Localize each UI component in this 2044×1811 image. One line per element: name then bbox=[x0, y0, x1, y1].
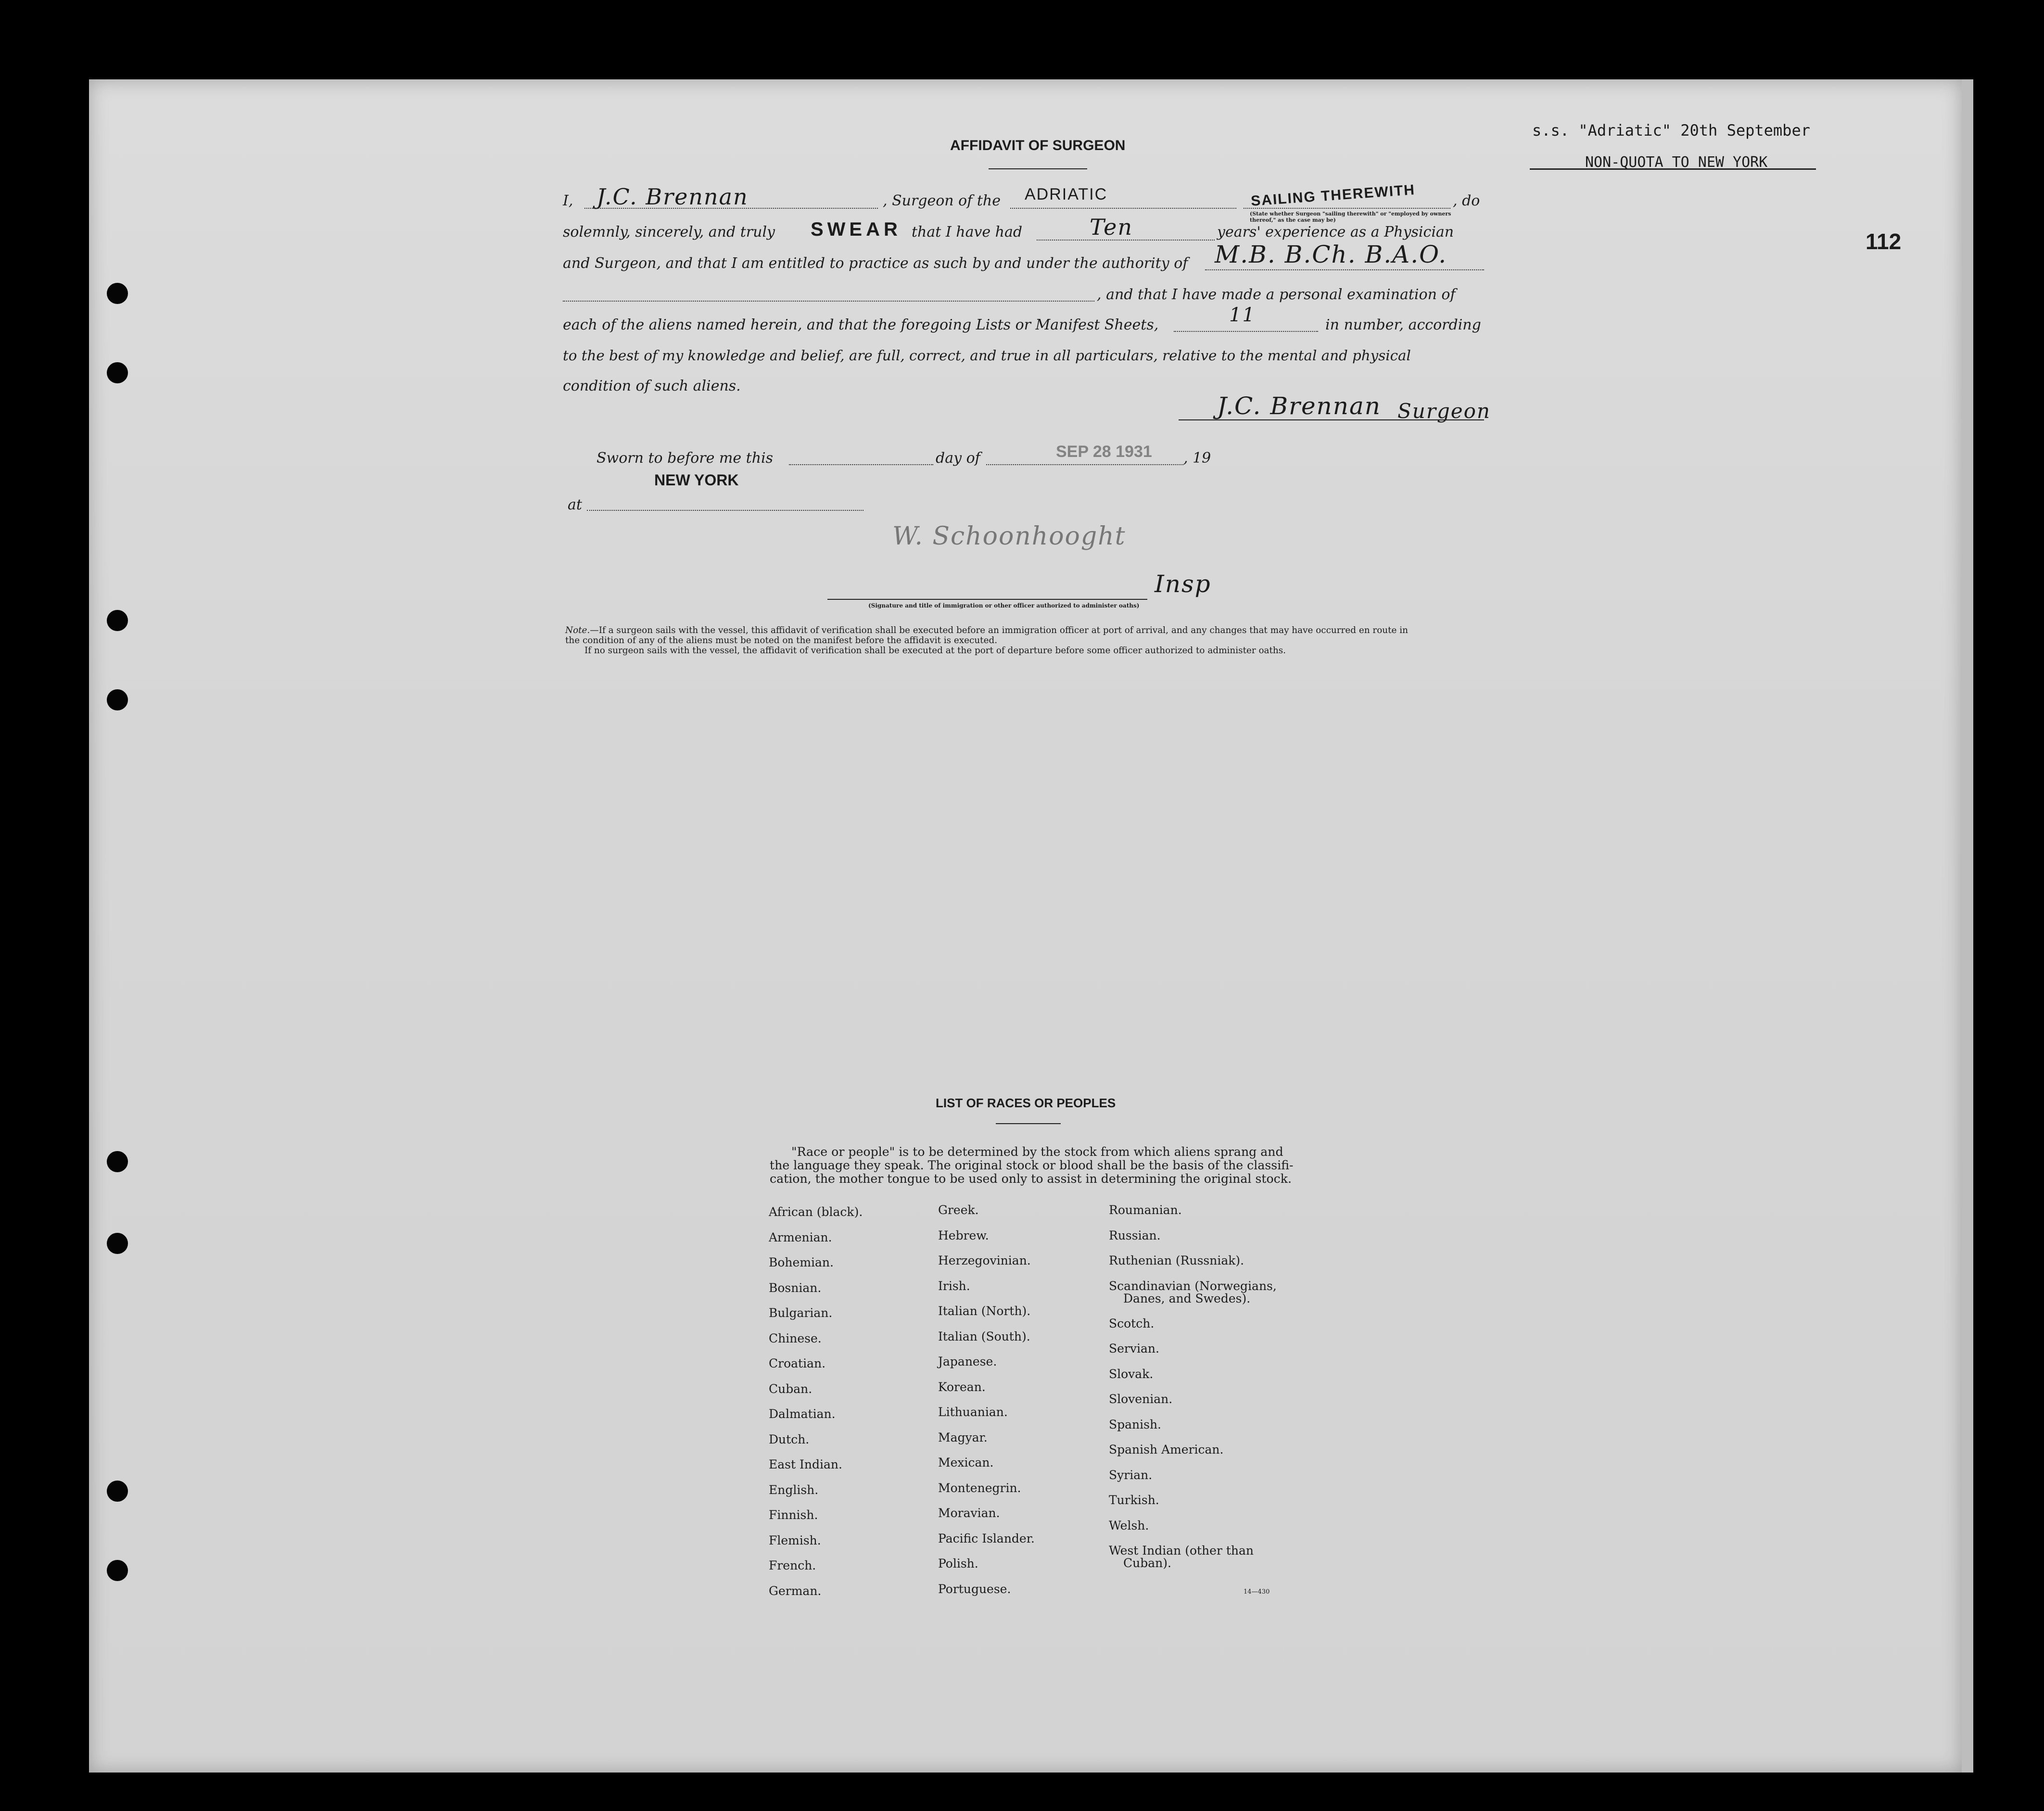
race-item: English. bbox=[769, 1482, 819, 1497]
race-item: French. bbox=[769, 1558, 816, 1572]
surgeon-name-line bbox=[584, 208, 878, 209]
line2-suffix: years' experience as a Physician bbox=[1217, 224, 1454, 241]
race-item: Greek. bbox=[938, 1203, 979, 1217]
line5-suffix: in number, according bbox=[1325, 317, 1481, 333]
race-item: Japanese. bbox=[938, 1355, 997, 1368]
note-line-1 bbox=[565, 625, 1408, 635]
status-note: (State whether Surgeon "sailing therewith" or "employed by owners thereof," as the case may be) bbox=[1250, 211, 1451, 223]
binder-hole bbox=[107, 689, 128, 710]
line2-mid: that I have had bbox=[912, 224, 1023, 241]
race-item: Dalmatian. bbox=[769, 1407, 836, 1421]
sworn-month-line bbox=[986, 464, 1183, 465]
line1-mid: , Surgeon of the bbox=[883, 192, 1001, 209]
quota-line: NON-QUOTA TO NEW YORK bbox=[1585, 154, 1768, 171]
at-label: at bbox=[568, 496, 582, 513]
sheet-count-handwritten: 11 bbox=[1229, 304, 1256, 326]
line1-prefix: I, bbox=[563, 192, 573, 209]
races-column-1 bbox=[769, 1200, 863, 1604]
race-item: Italian (South). bbox=[938, 1329, 1030, 1343]
officer-title-handwritten: Insp bbox=[1155, 570, 1211, 598]
race-item: Slovak. bbox=[1109, 1367, 1154, 1381]
race-item: Portuguese. bbox=[938, 1582, 1011, 1596]
oath-stamp: SWEAR bbox=[811, 219, 901, 240]
race-item: Herzegovinian. bbox=[938, 1254, 1031, 1267]
race-item: Russian. bbox=[1109, 1228, 1161, 1242]
sailing-status-stamp: SAILING THEREWITH bbox=[1250, 182, 1416, 209]
race-item: Roumanian. bbox=[1109, 1203, 1182, 1217]
binder-hole bbox=[107, 610, 128, 631]
binder-hole bbox=[107, 283, 128, 304]
race-item: Bohemian. bbox=[769, 1255, 834, 1269]
authority-continuation-line bbox=[563, 301, 1094, 302]
race-item-line: Cuban). bbox=[1123, 1556, 1171, 1570]
page-number: 112 bbox=[1866, 229, 1902, 254]
binder-hole bbox=[107, 1233, 128, 1254]
note-line-3: If no surgeon sails with the vessel, the affidavit of verification shall be executed at the port of departure before some officer authorized to administer oaths. bbox=[584, 646, 1286, 656]
signature-line bbox=[1179, 419, 1484, 420]
line4: , and that I have made a personal examination of bbox=[1097, 286, 1456, 303]
race-item: Mexican. bbox=[938, 1456, 994, 1469]
status-line bbox=[1244, 208, 1450, 209]
race-item: Cuban. bbox=[769, 1381, 813, 1396]
races-intro-1: "Race or people" is to be determined by the stock from which aliens sprang and bbox=[791, 1145, 1283, 1159]
at-line bbox=[587, 510, 863, 511]
race-item: East Indian. bbox=[769, 1457, 842, 1471]
race-item: Flemish. bbox=[769, 1533, 821, 1547]
race-item: Spanish American. bbox=[1109, 1443, 1224, 1456]
line6: to the best of my knowledge and belief, are full, correct, and true in all particulars, relative to the mental and physical bbox=[563, 347, 1411, 364]
races-title-underline bbox=[996, 1123, 1061, 1124]
race-item: Moravian. bbox=[938, 1506, 1000, 1520]
line1-suffix: , do bbox=[1453, 192, 1480, 209]
race-item: German. bbox=[769, 1583, 822, 1598]
note-label: Note. bbox=[565, 625, 590, 635]
sheet-count-line bbox=[1174, 331, 1318, 332]
race-item-line: Danes, and Swedes). bbox=[1123, 1291, 1251, 1305]
vessel-line bbox=[1010, 208, 1236, 209]
binder-hole bbox=[107, 1151, 128, 1172]
binder-hole bbox=[107, 362, 128, 383]
race-item: Armenian. bbox=[769, 1230, 832, 1244]
race-item: Scotch. bbox=[1109, 1316, 1155, 1330]
binder-hole bbox=[107, 1560, 128, 1581]
race-item: Bulgarian. bbox=[769, 1306, 833, 1320]
race-item: Slovenian. bbox=[1109, 1392, 1173, 1406]
officer-signature: W. Schoonhooght bbox=[892, 522, 1126, 551]
races-column-3 bbox=[1109, 1198, 1277, 1576]
officer-signature-line bbox=[827, 599, 1147, 600]
race-item: Polish. bbox=[938, 1557, 978, 1570]
races-intro-2: the language they speak. The original stock or blood shall be the basis of the classifi- bbox=[770, 1158, 1294, 1172]
race-item: African (black). bbox=[769, 1205, 863, 1219]
race-item: Lithuanian. bbox=[938, 1405, 1008, 1419]
race-item: Finnish. bbox=[769, 1508, 818, 1522]
race-item: Italian (North). bbox=[938, 1304, 1031, 1318]
officer-caption: (Signature and title of immigration or other officer authorized to administer oaths) bbox=[868, 602, 1140, 609]
race-item: Montenegrin. bbox=[938, 1481, 1021, 1495]
title-underline bbox=[989, 168, 1087, 169]
years-line bbox=[1037, 240, 1215, 241]
race-item: Dutch. bbox=[769, 1432, 810, 1446]
sworn-day-line bbox=[789, 464, 933, 465]
race-item: Magyar. bbox=[938, 1430, 988, 1444]
races-column-2 bbox=[938, 1198, 1035, 1602]
place-stamp: NEW YORK bbox=[654, 471, 739, 489]
sworn-day-label: day of bbox=[936, 450, 980, 467]
affidavit-title: AFFIDAVIT OF SURGEON bbox=[950, 138, 1126, 153]
race-item: Turkish. bbox=[1109, 1493, 1159, 1507]
authority-handwritten: M.B. B.Ch. B.A.O. bbox=[1215, 241, 1447, 268]
sworn-year-prefix: , 19 bbox=[1183, 450, 1211, 467]
race-item: Croatian. bbox=[769, 1356, 826, 1370]
years-handwritten: Ten bbox=[1090, 214, 1133, 240]
races-intro-3: cation, the mother tongue to be used only to assist in determining the original stock. bbox=[770, 1172, 1292, 1186]
note-text-1: —If a surgeon sails with the vessel, this affidavit of verification shall be executed before an immigration officer at port of arrival, and any changes that may have occurred en route in bbox=[590, 625, 1408, 635]
race-item: Irish. bbox=[938, 1279, 970, 1293]
race-item-west-indian bbox=[1109, 1538, 1277, 1576]
line7: condition of such aliens. bbox=[563, 378, 741, 394]
race-item: Bosnian. bbox=[769, 1280, 822, 1295]
note-line-2: the condition of any of the aliens must be noted on the manifest before the affidavit is executed. bbox=[565, 635, 998, 646]
race-item: Hebrew. bbox=[938, 1228, 989, 1242]
authority-line bbox=[1205, 269, 1484, 270]
race-item: Ruthenian (Russniak). bbox=[1109, 1254, 1244, 1267]
race-item-line: Scandinavian (Norwegians, bbox=[1109, 1279, 1277, 1293]
form-number: 14—430 bbox=[1244, 1588, 1270, 1596]
ship-line: s.s. "Adriatic" 20th September bbox=[1532, 121, 1810, 139]
surgeon-signature-title: Surgeon bbox=[1397, 399, 1491, 423]
binder-hole bbox=[107, 1481, 128, 1502]
race-item: Welsh. bbox=[1109, 1518, 1149, 1532]
race-item: Pacific Islander. bbox=[938, 1531, 1035, 1545]
race-item-line: West Indian (other than bbox=[1109, 1544, 1254, 1558]
date-stamp: SEP 28 1931 bbox=[1056, 443, 1152, 461]
surgeon-name-handwritten: J.C. Brennan bbox=[597, 184, 749, 210]
race-item: Korean. bbox=[938, 1380, 986, 1394]
races-title: LIST OF RACES OR PEOPLES bbox=[936, 1096, 1116, 1110]
quota-underline bbox=[1530, 168, 1816, 170]
vessel-name: ADRIATIC bbox=[1025, 185, 1108, 203]
surgeon-signature: J.C. Brennan bbox=[1217, 392, 1381, 420]
line5-prefix: each of the aliens named herein, and that the foregoing Lists or Manifest Sheets, bbox=[563, 317, 1159, 333]
race-item: Servian. bbox=[1109, 1342, 1159, 1355]
page-edge-right bbox=[1962, 79, 1973, 1773]
race-item: Chinese. bbox=[769, 1331, 822, 1345]
sworn-prefix: Sworn to before me this bbox=[597, 450, 774, 467]
line3-prefix: and Surgeon, and that I am entitled to practice as such by and under the authority of bbox=[563, 255, 1188, 272]
line2-prefix: solemnly, sincerely, and truly bbox=[563, 224, 775, 241]
race-item: Syrian. bbox=[1109, 1468, 1153, 1482]
race-item: Spanish. bbox=[1109, 1417, 1162, 1431]
race-item-scandinavian bbox=[1109, 1274, 1277, 1311]
